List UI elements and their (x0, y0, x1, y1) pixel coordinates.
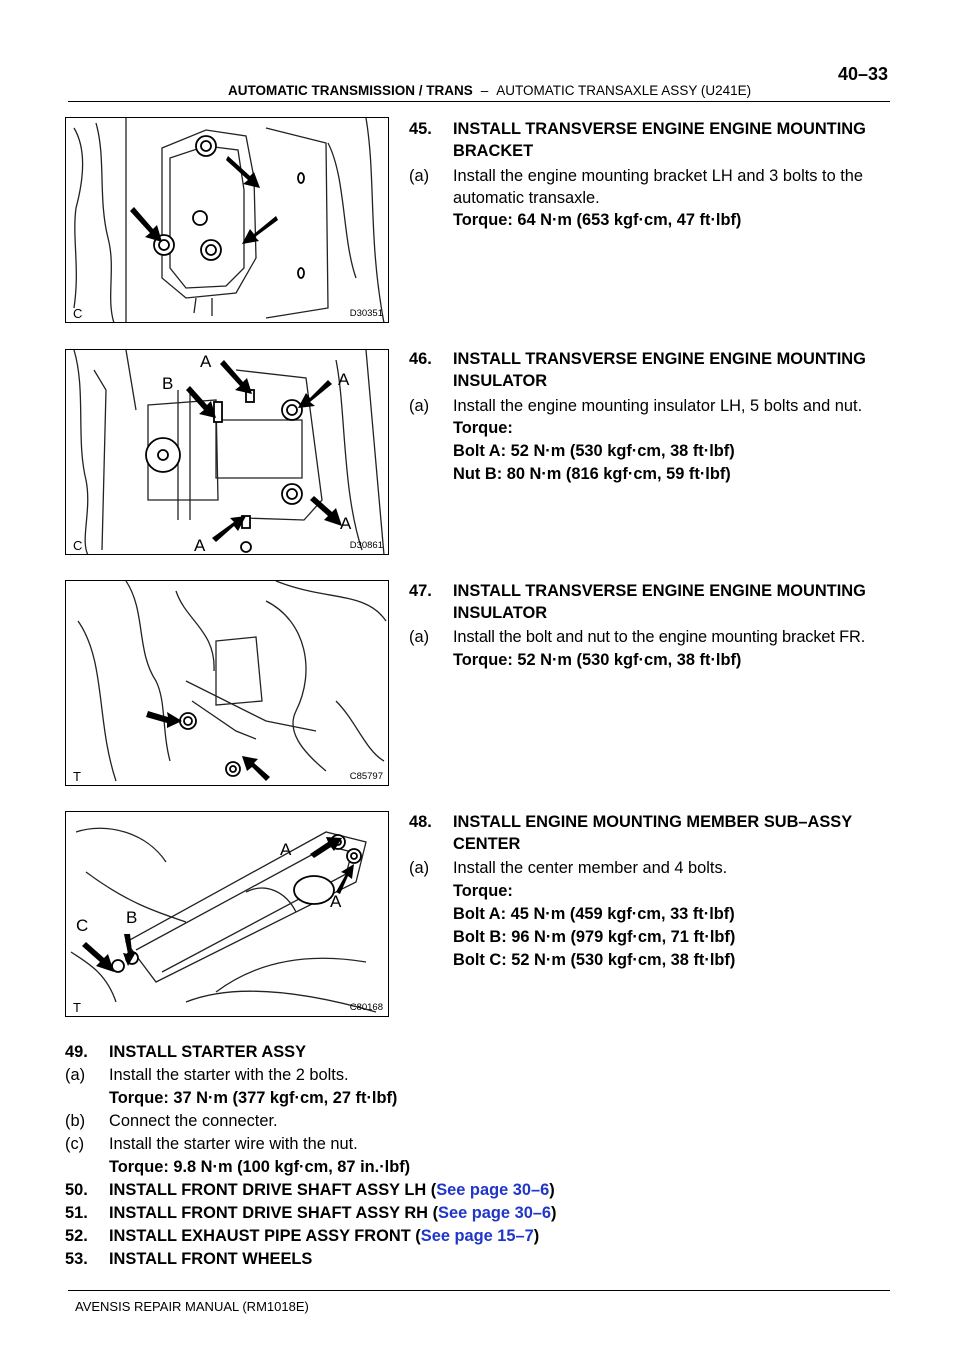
figure-corner-mark: C (73, 306, 83, 321)
step-title-line: INSULATOR (453, 604, 548, 622)
header-rule (68, 101, 890, 102)
substep-text: Install the engine mounting insulator LH, 5 bolts and nut. (453, 397, 863, 415)
header-section: AUTOMATIC TRANSMISSION / TRANS (228, 83, 473, 98)
figure-d30861 (65, 349, 389, 555)
step-title-line: INSTALL FRONT WHEELS (109, 1250, 313, 1268)
link-close: ) (549, 1181, 555, 1199)
see-page-link[interactable]: See page 30–6 (436, 1181, 550, 1199)
figure-label: A (338, 370, 350, 389)
step-title-line: INSTALL FRONT DRIVE SHAFT ASSY RH ( (109, 1204, 439, 1222)
link-close: ) (533, 1227, 540, 1245)
step-title-line: INSTALL STARTER ASSY (109, 1043, 306, 1061)
figure-label: A (330, 892, 342, 911)
figure-c85797 (65, 580, 389, 786)
step-number: 51. (65, 1204, 88, 1222)
page-number: 40–33 (838, 64, 889, 84)
step-number: 48. (409, 813, 432, 831)
substep-label: (c) (65, 1135, 85, 1153)
substep-text: Install the center member and 4 bolts. (453, 859, 728, 877)
page-header (0, 0, 960, 110)
figure-code: C80168 (349, 1002, 383, 1013)
figure-corner-mark: C (73, 538, 83, 553)
torque-spec: Bolt A: 52 N·m (530 kgf·cm, 38 ft·lbf) (453, 442, 735, 460)
substep-text: Install the bolt and nut to the engine mounting bracket FR. (453, 628, 866, 646)
footer-manual-name: AVENSIS REPAIR MANUAL (RM1018E) (75, 1299, 309, 1314)
step-number: 47. (409, 582, 432, 600)
substep-label: (a) (409, 859, 430, 877)
step-number: 52. (65, 1227, 88, 1245)
see-page-link[interactable]: See page 30–6 (438, 1204, 552, 1222)
torque-spec: Bolt B: 96 N·m (979 kgf·cm, 71 ft·lbf) (453, 928, 736, 946)
figure-illustration (66, 812, 389, 1017)
step-number: 50. (65, 1181, 88, 1199)
torque-spec: Nut B: 80 N·m (816 kgf·cm, 59 ft·lbf) (453, 465, 731, 483)
substep-text: Connect the connecter. (109, 1112, 278, 1130)
step-number: 53. (65, 1250, 88, 1268)
step-title-line: BRACKET (453, 142, 534, 160)
header-subsection: AUTOMATIC TRANSAXLE ASSY (U241E) (496, 83, 752, 98)
figure-label: A (194, 536, 206, 555)
step-title-line: INSTALL TRANSVERSE ENGINE ENGINE MOUNTING (453, 350, 866, 368)
step-title-line: CENTER (453, 835, 521, 853)
substep-text: Install the engine mounting bracket LH and 3 bolts to the (453, 167, 864, 185)
step-title-line: INSTALL TRANSVERSE ENGINE ENGINE MOUNTING (453, 582, 866, 600)
figure-c80168 (65, 811, 389, 1017)
torque-heading: Torque: (453, 419, 513, 437)
figure-label: A (280, 840, 292, 859)
step-title-line: INSTALL ENGINE MOUNTING MEMBER SUB–ASSY (453, 813, 853, 831)
figure-illustration (66, 118, 389, 323)
substep-label: (a) (65, 1066, 86, 1084)
step-title-line: INSTALL TRANSVERSE ENGINE ENGINE MOUNTING (453, 120, 866, 138)
figure-code: C85797 (349, 771, 383, 782)
torque-spec: Torque: 64 N·m (653 kgf·cm, 47 ft·lbf) (453, 211, 742, 229)
torque-spec: Bolt C: 52 N·m (530 kgf·cm, 38 ft·lbf) (453, 951, 736, 969)
substep-text: Install the starter wire with the nut. (109, 1135, 358, 1153)
figure-code: D30351 (349, 308, 383, 319)
step-title-line: INSTALL EXHAUST PIPE ASSY FRONT ( (109, 1227, 421, 1245)
torque-spec: Torque: 52 N·m (530 kgf·cm, 38 ft·lbf) (453, 651, 742, 669)
substep-text: automatic transaxle. (453, 189, 600, 207)
substep-label: (a) (409, 397, 430, 415)
step-number: 49. (65, 1043, 88, 1061)
torque-spec: Torque: 37 N·m (377 kgf·cm, 27 ft·lbf) (109, 1089, 398, 1107)
see-page-link[interactable]: See page 15–7 (420, 1227, 534, 1245)
torque-spec: Bolt A: 45 N·m (459 kgf·cm, 33 ft·lbf) (453, 905, 735, 923)
figure-label: A (340, 514, 352, 533)
substep-label: (b) (65, 1112, 86, 1130)
figure-code: D30861 (349, 540, 383, 551)
figure-corner-mark: T (73, 769, 81, 784)
figure-label: C (76, 916, 89, 935)
substep-text: Install the starter with the 2 bolts. (109, 1066, 349, 1084)
header-separator: – (480, 83, 489, 98)
figure-label: B (126, 908, 138, 927)
torque-heading: Torque: (453, 882, 513, 900)
figure-label: A (200, 352, 212, 371)
figure-corner-mark: T (73, 1000, 81, 1015)
figure-d30351 (65, 117, 389, 323)
step-title-line: INSTALL FRONT DRIVE SHAFT ASSY LH ( (109, 1181, 437, 1199)
torque-spec: Torque: 9.8 N·m (100 kgf·cm, 87 in.·lbf) (109, 1158, 411, 1176)
substep-label: (a) (409, 167, 430, 185)
link-close: ) (551, 1204, 557, 1222)
substep-label: (a) (409, 628, 430, 646)
step-title-line: INSULATOR (453, 372, 548, 390)
footer-rule (68, 1290, 890, 1291)
figure-label: B (162, 374, 174, 393)
figure-illustration (66, 581, 389, 786)
step-number: 46. (409, 350, 432, 368)
step-number: 45. (409, 120, 432, 138)
header-title (228, 83, 751, 98)
